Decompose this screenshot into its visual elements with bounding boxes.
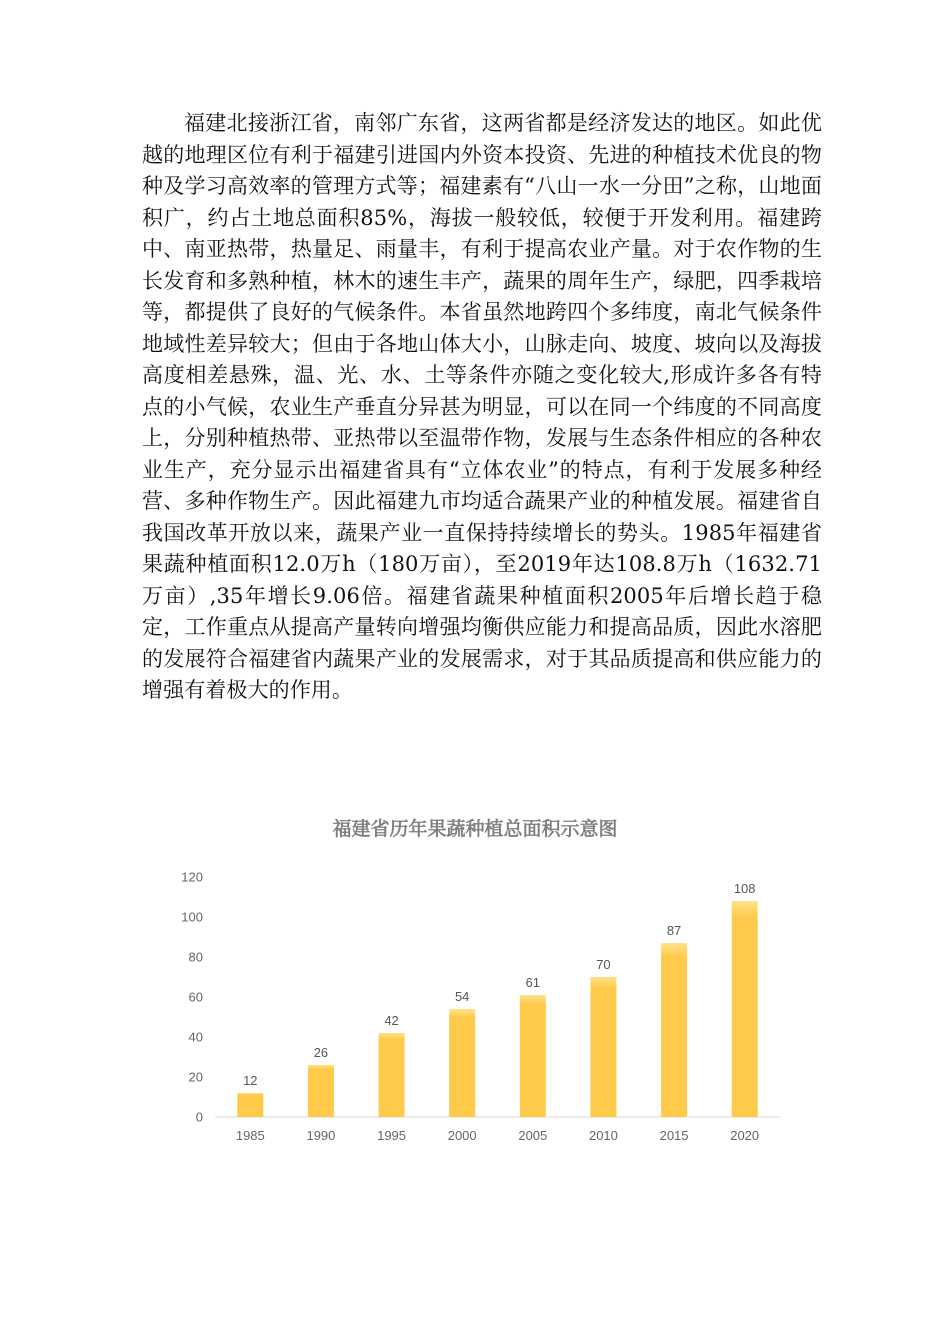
bar [237,1093,263,1117]
bar-value-label: 61 [525,975,541,990]
y-tick-label: 120 [181,869,203,885]
y-tick-label: 100 [181,909,203,925]
y-tick-label: 60 [188,989,203,1005]
bar [732,901,758,1117]
bar-value-label: 87 [666,923,682,938]
bar-value-label: 26 [313,1045,329,1060]
x-tick-label: 2005 [518,1128,548,1143]
bar [520,995,546,1117]
y-tick-label: 80 [188,949,203,965]
body-paragraph: 福建北接浙江省，南邻广东省，这两省都是经济发达的地区。如此优越的地理区位有利于福建引进国内外资本投资、先进的种植技术优良的物种及学习高效率的管理方式等；福建素有“八山一水一分田”之称，山地面积广，约占土地总面积85%，海拔一般较低，较便于开发利用。福建跨中、南亚热带，热量足、雨量丰，有利于提高农业产量。对于农作物的生长发育和多熟种植，林木的速生丰产，蔬果的周年生产，绿肥，四季栽培等，都提供了良好的气候条件。本省虽然地跨四个多纬度，南北气候条件地域性差异较大；但由于各地山体大小，山脉走向、坡度、坡向以及海拔高度相差悬殊，温、光、水、土等条件亦随之变化较大,形成许多各有特点的小气候，农业生产垂直分异甚为明显，可以在同一个纬度的不同高度上，分别种植热带、亚热带以至温带作物，发展与生态条件相应的各种农业生产，充分显示出福建省具有“立体农业”的特点，有利于发展多种经营、多种作物生产。因此福建九市均适合蔬果产业的种植发展。福建省自我国改革开放以来，蔬果产业一直保持持续增长的势头。1985年福建省果蔬种植面积12.0万h（180万亩），至2019年达108.8万h（1632.71万亩）,35年增长9.06倍。福建省蔬果种植面积2005年后增长趋于稳定，工作重点从提高产量转向增强均衡供应能力和提高品质，因此水溶肥的发展符合福建省内蔬果产业的发展需求，对于其品质提高和供应能力的增强有着极大的作用。 [142,111,822,702]
bar [379,1033,405,1117]
bar-value-label: 12 [243,1073,258,1088]
x-tick-label: 1985 [235,1128,265,1143]
bar [661,943,687,1117]
y-tick-label: 40 [188,1029,203,1045]
x-tick-label: 2010 [588,1128,618,1143]
chart-title: 福建省历年果蔬种植总面积示意图 [332,818,618,840]
x-tick-label: 1990 [306,1128,336,1143]
y-tick-label: 0 [195,1109,203,1125]
x-tick-label: 2015 [659,1128,689,1143]
bar-value-label: 70 [596,957,611,972]
y-tick-label: 20 [188,1069,203,1085]
bar-value-label: 108 [733,881,756,896]
x-tick-label: 2000 [447,1128,477,1143]
x-tick-label: 1995 [377,1128,407,1143]
bar [308,1065,334,1117]
bar-value-label: 42 [384,1013,399,1028]
bar [590,977,616,1117]
x-tick-label: 2020 [730,1128,760,1143]
bar [449,1009,475,1117]
bar-value-label: 54 [454,989,470,1004]
